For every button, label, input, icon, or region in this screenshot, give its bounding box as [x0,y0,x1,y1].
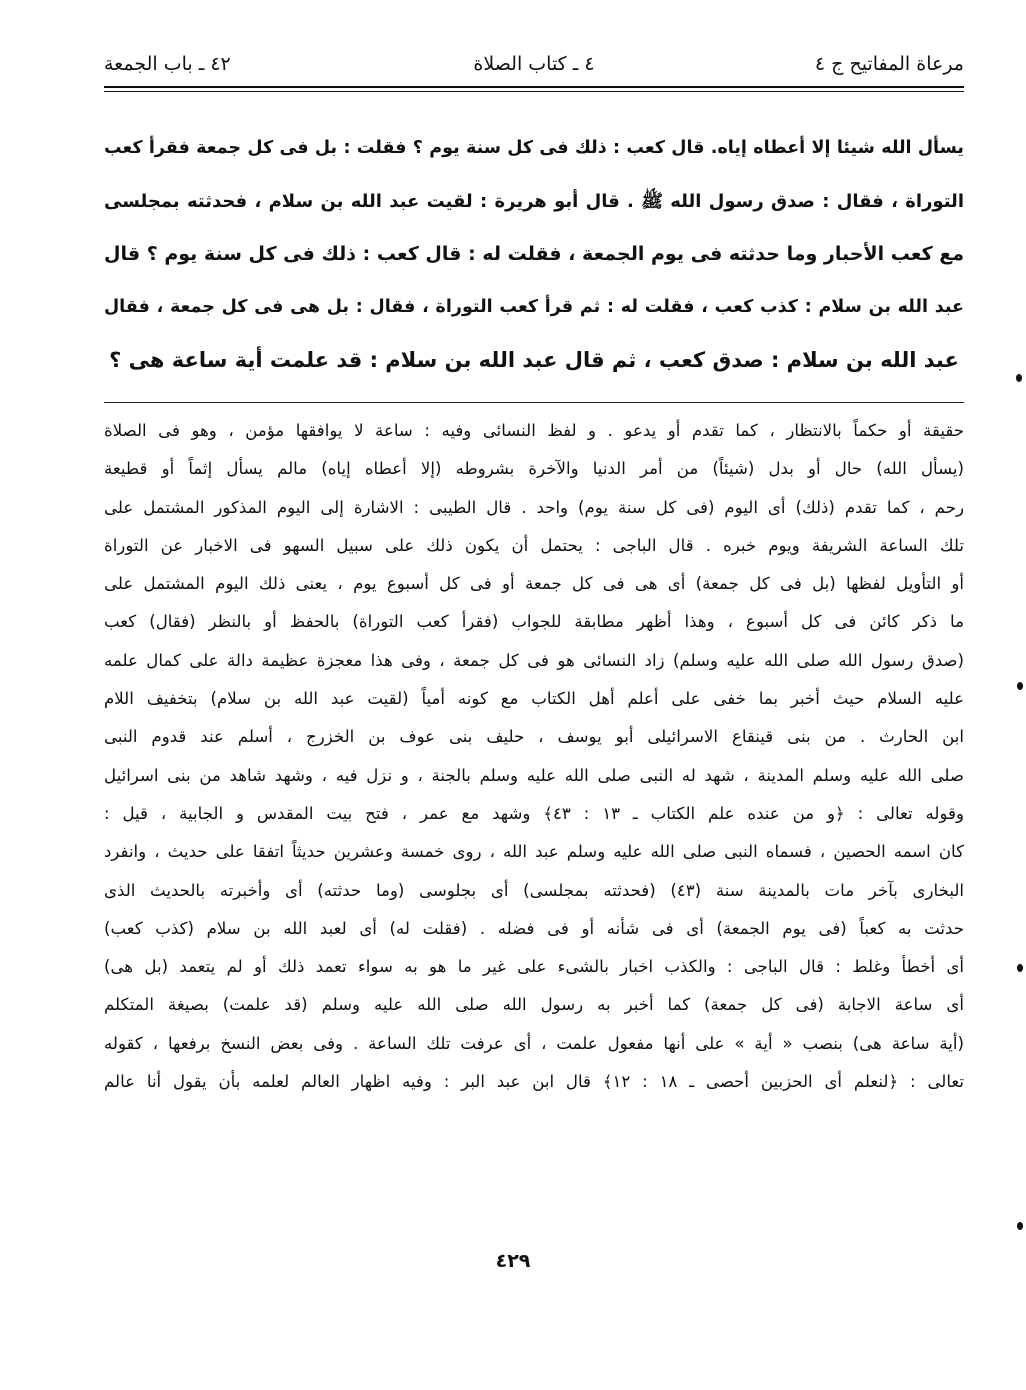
scan-mark [1017,682,1023,690]
scan-mark [1016,374,1022,382]
commentary-line: أى أخطأ وغلط : قال الباجى : والكذب اخبار بالشىء على غير ما هو به سواء تعمد ذلك أو لم يتعمد (بل هى) [104,957,964,977]
commentary-line: (صدق رسول الله صلى الله عليه وسلم) زاد النسائى هو فى كل جمعة ، وفى هذا معجزة عظيمة دالة على كمال علمه [104,650,964,670]
page-number: ٤٢٩ [495,1250,531,1272]
commentary-line: أو التأويل لفظها (بل فى كل جمعة) أى هى فى كل جمعة أو فى كل أسبوع يوم ، يعنى ذلك اليوم المشتمل على [104,574,964,594]
commentary-line: كان اسمه الحصين ، فسماه النبى صلى الله عليه وسلم عبد الله ، روى خمسة وعشرين حديثاً اتفقا على حديث ، وانفرد [104,842,964,862]
commentary-line: (يسأل الله) حال أو بدل (شيئاً) من أمر الدنيا والآخرة بشروطه (إلا أعطاه إياه) مالم يسأل إثماً أو قطيعة [104,459,964,479]
commentary-line: رحم ، كما تقدم (ذلك) أى اليوم (فى كل سنة يوم) واحد . قال الطيبى : الاشارة إلى اليوم المذكور المشتمل على [104,497,964,517]
commentary-line: حقيقة أو حكماً بالانتظار ، كما تقدم أو يدعو . و لفظ النسائى وفيه : ساعة لا يوافقها مؤمن ، وهو فى الصلاة [104,421,964,440]
hadith-line: يسأل الله شيئا إلا أعطاه إياه. قال كعب : ذلك فى كل سنة يوم ؟ فقلت : بل فى كل جمعة فقرأ كعب [104,138,964,158]
commentary-line: (أية ساعة هى) بنصب « أية » على أنها مفعول علمت ، أى عرفت تلك الساعة . وفى بعض النسخ برفعها ، كقوله [104,1033,964,1053]
scan-mark [1017,1222,1023,1230]
commentary-line: صلى الله عليه وسلم المدينة ، شهد له النبى صلى الله عليه وسلم بالجنة ، و نزل فيه ، وشهد شاهد من بنى اسرائيل [104,765,964,785]
commentary-divider [104,402,964,403]
commentary-line: حدثت به كعباً (فى يوم الجمعة) أى فى شأنه أو فى فضله . (فقلت له) أى لعبد الله بن سلام (كذب كعب) [104,918,964,938]
hadith-line: مع كعب الأحبار وما حدثته فى يوم الجمعة ، فقلت له : قال كعب : ذلك فى كل سنة يوم ؟ قال [104,243,964,265]
hadith-line: عبد الله بن سلام : صدق كعب ، ثم قال عبد الله بن سلام : قد علمت أية ساعة هى ؟ [109,348,959,372]
hadith-text [104,122,964,387]
hadith-line: عبد الله بن سلام : كذب كعب ، فقلت له : ثم قرأ كعب التوراة ، فقال : بل هى فى كل جمعة ، فقال [104,297,964,317]
commentary-line: ابن الحارث . من بنى قينقاع الاسرائيلى أبو يوسف ، حليف بنى عوف بن الخزرج ، أسلم عند قدوم النبى [104,727,964,747]
commentary-text [104,412,964,1101]
commentary-line: عليه السلام حيث أخبر بما خفى على أعلم أهل الكتاب مع كونه أمياً (لقيت عبد الله بن سلام) بتخفيف اللام [104,689,964,709]
commentary-line: تعالى : ﴿لنعلم أى الحزبين أحصى ـ ١٨ : ١٢﴾ قال ابن عبد البر : وفيه اظهار العالم لعلمه بأن يقول أنا عالم [104,1072,964,1092]
commentary-line: البخارى بآخر مات بالمدينة سنة (٤٣) (فحدثته بمجلسى) أى بجلوسى (وما حدثته) أى وأخبرته بالحديث الذى [104,880,964,900]
commentary-line: ما ذكر كائن فى كل أسبوع ، وهذا أظهر مطابقة للجواب (فقرأ كعب التوراة) بالحفظ أو بالنظر (فقال) كعب [104,612,964,632]
section-title: ٤٢ ـ باب الجمعة [104,53,231,75]
commentary-line: وقوله تعالى : ﴿و من عنده علم الكتاب ـ ١٣ : ٤٣﴾ وشهد مع عمر ، فتح بيت المقدس و الجابية ، قيل : [104,803,964,823]
book-title: مرعاة المفاتيح ج ٤ [814,53,964,75]
scan-mark [1017,964,1023,972]
header-rule-top [104,86,964,88]
commentary-line: أى ساعة الاجابة (فى كل جمعة) كما أخبر به رسول الله صلى الله عليه وسلم (قد علمت) بصيغة المتكلم [104,995,964,1015]
running-header [104,46,964,82]
header-rule-bottom [104,91,964,92]
commentary-line: تلك الساعة الشريفة ويوم خبره . قال الباجى : يحتمل أن يكون ذلك على سبيل السهو فى الاخبار عن التوراة [104,535,964,555]
chapter-title: ٤ ـ كتاب الصلاة [473,53,595,75]
hadith-line: التوراة ، فقال : صدق رسول الله ﷺ . قال أبو هريرة : لقيت عبد الله بن سلام ، فحدثته بمجلسى [104,191,964,212]
